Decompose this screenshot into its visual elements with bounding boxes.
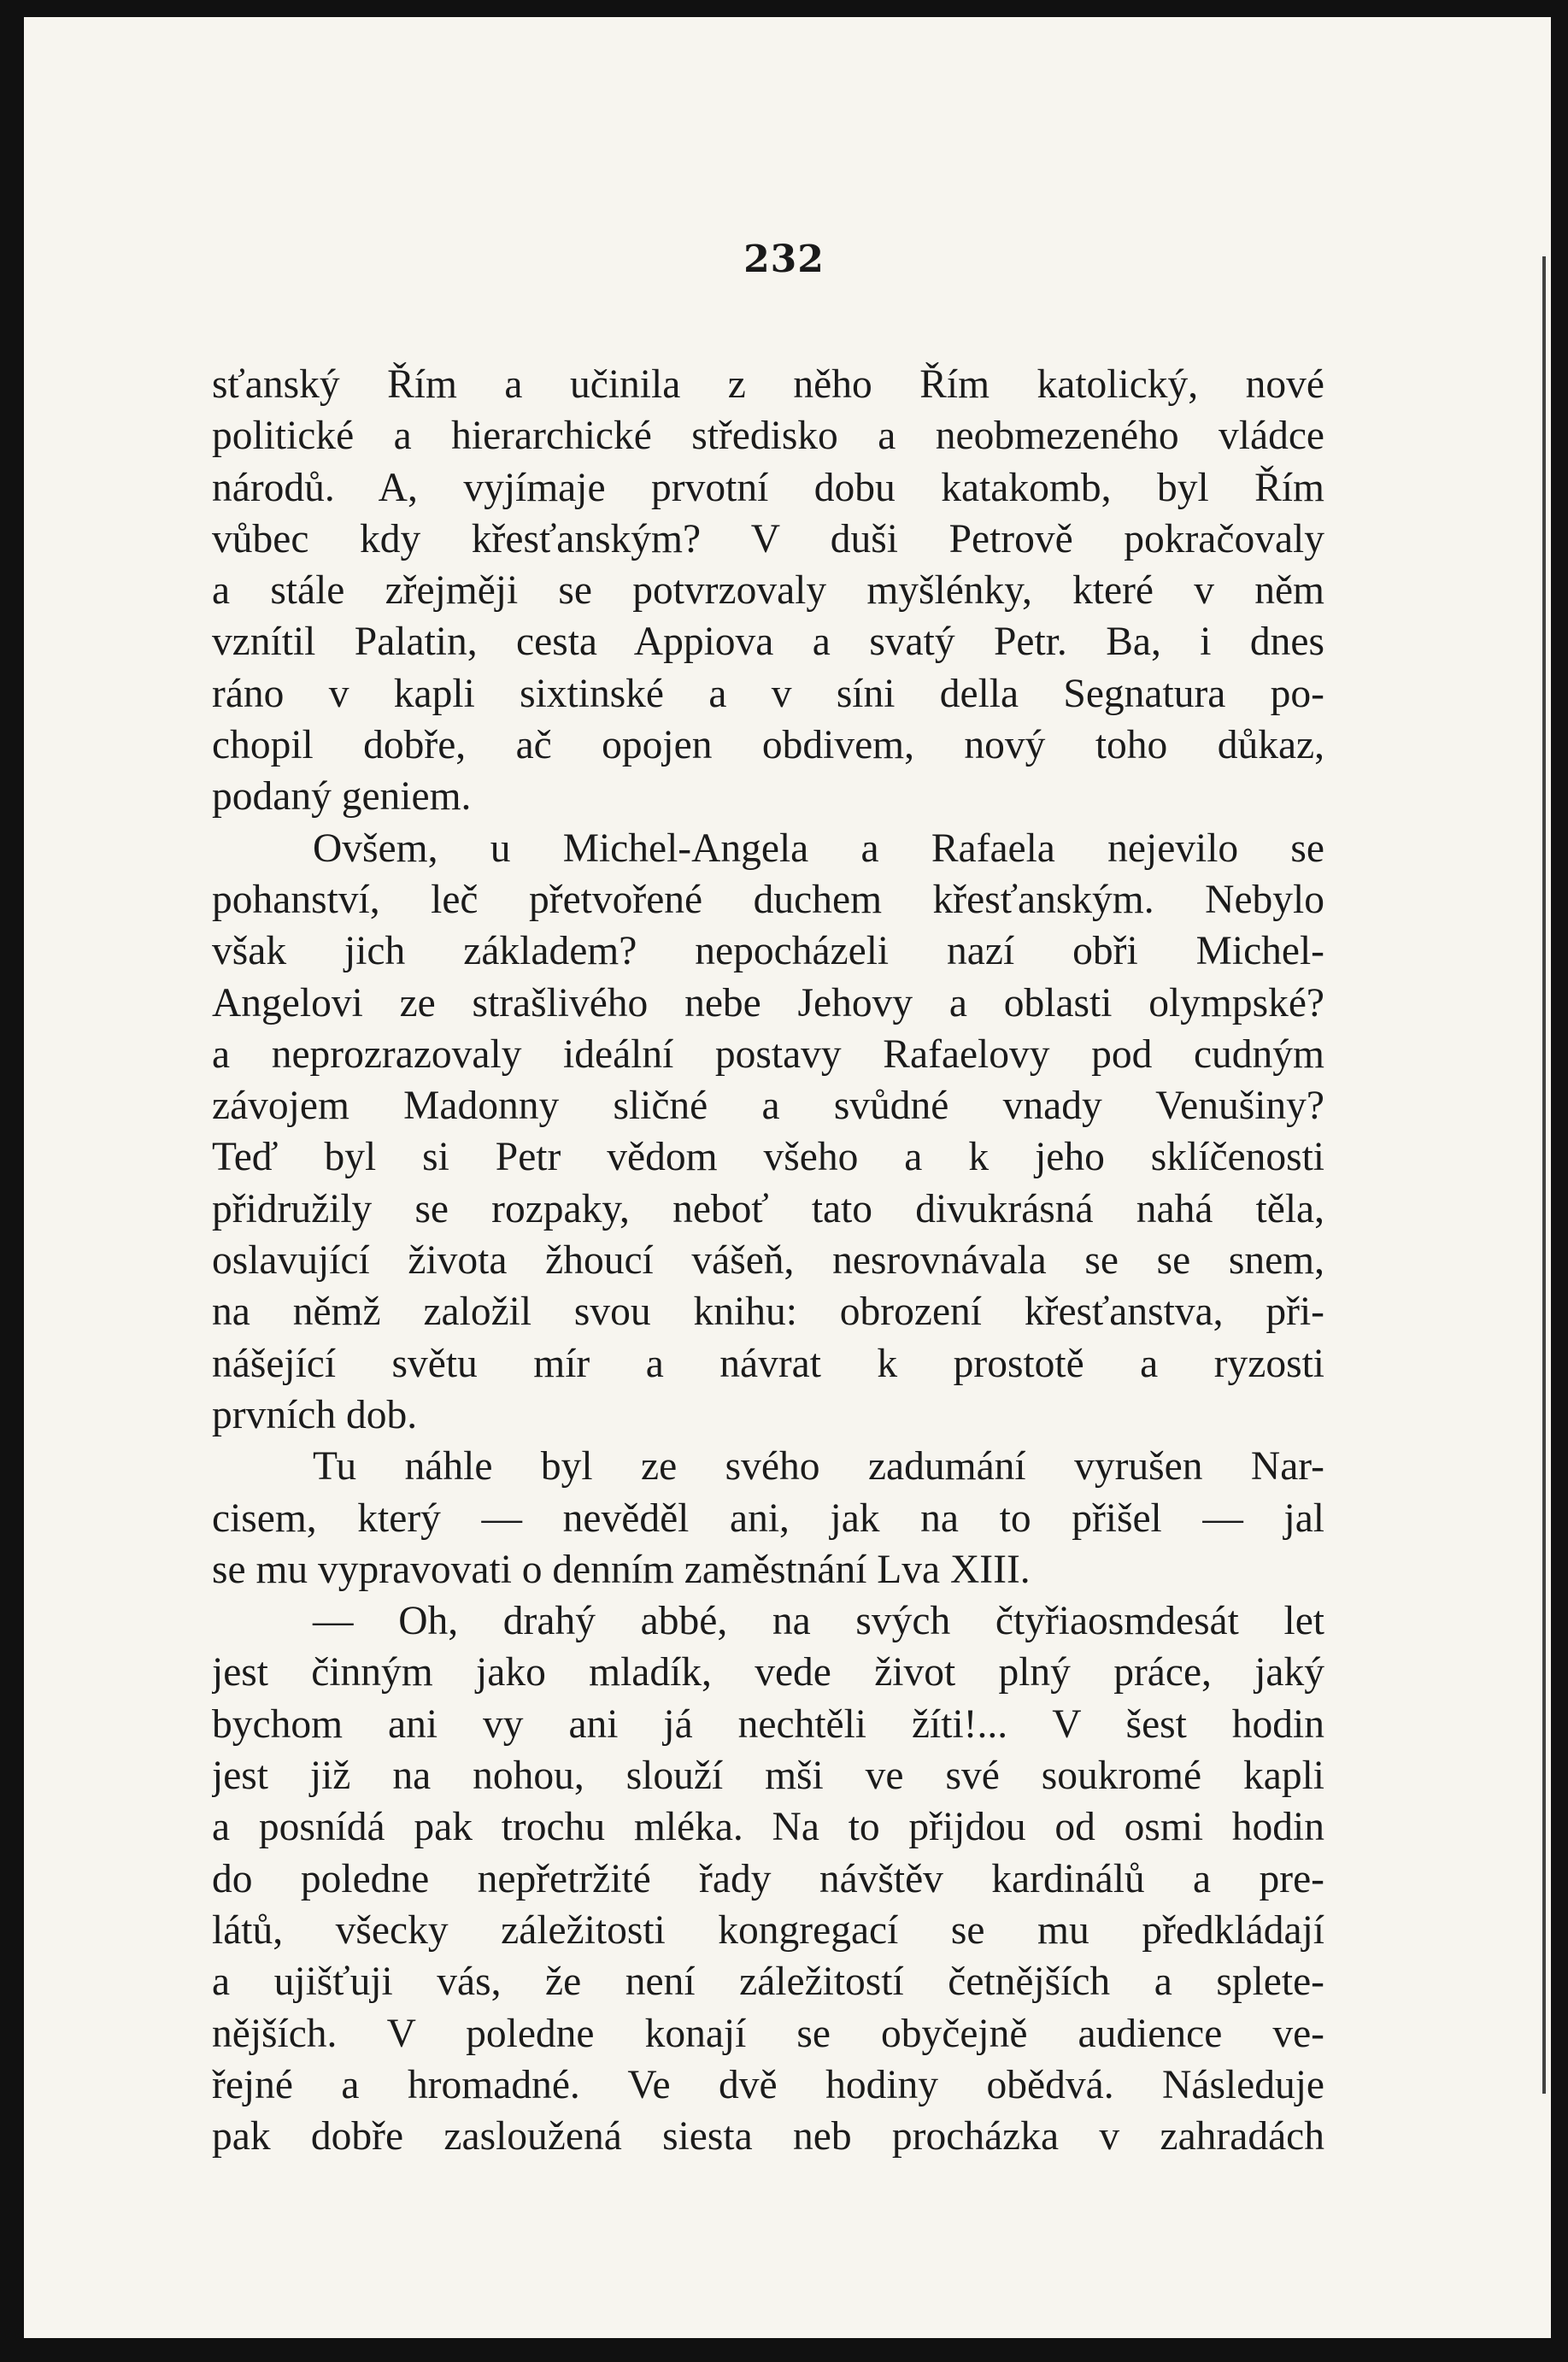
text-line: prvních dob. [212,1392,418,1437]
text-line: národů. A, vyjímaje prvotní dobu katakomb, byl Řím [212,465,1324,510]
text-line: pak dobře zasloužená siesta neb procházka v zahradách [212,2114,1324,2159]
page-number: 232 [743,238,825,281]
paragraph-first-line: Tu náhle byl ze svého zadumání vyrušen Nar- [313,1444,1324,1489]
text-line: vznítil Palatin, cesta Appiova a svatý Petr. Ba, i dnes [212,620,1324,665]
text-line: řejné a hromadné. Ve dvě hodiny obědvá. Následuje [212,2062,1324,2107]
text-line: sťanský Řím a učinila z něho Řím katolický, nové [212,362,1324,407]
text-line: a posnídá pak trochu mléka. Na to přijdou od osmi hodin [212,1805,1324,1850]
page-edge-shadow [1542,256,1546,2094]
text-line: nášející světu mír a návrat k prostotě a ryzosti [212,1341,1324,1386]
paragraph-first-line: — Oh, drahý abbé, na svých čtyřiaosmdesát let [313,1599,1324,1644]
text-line: závojem Madonny sličné a svůdné vnady Venušiny? [212,1084,1324,1129]
text-line: podaný geniem. [212,774,472,820]
text-line: jest již na nohou, slouží mši ve své soukromé kapli [212,1754,1324,1799]
text-line: bychom ani vy ani já nechtěli žíti!... V šest hodin [212,1701,1324,1747]
text-line: vůbec kdy křesťanským? V duši Petrově pokračovaly [212,516,1324,561]
text-line: na němž založil svou knihu: obrození křesťanstva, při- [212,1290,1324,1335]
text-line: však jich základem? nepocházeli nazí obři Michel- [212,929,1324,974]
text-line: přidružily se rozpaky, neboť tato divukrásná nahá těla, [212,1186,1324,1231]
scan-border-left [0,0,24,2362]
text-line: a ujišťuji vás, že není záležitostí četnějších a splete- [212,1960,1324,2005]
text-line: látů, všecky záležitosti kongregací se mu předkládají [212,1907,1324,1953]
text-line: ráno v kapli sixtinské a v síni della Segnatura po- [212,671,1324,716]
paragraph-first-line: Ovšem, u Michel-Angela a Rafaela nejevilo se [313,826,1324,871]
scan-border-right [1551,0,1568,2362]
text-line: do poledne nepřetržité řady návštěv kardinálů a pre- [212,1856,1324,1901]
text-line: oslavující života žhoucí vášeň, nesrovnávala se se snem, [212,1238,1324,1284]
text-line: a neprozrazovaly ideální postavy Rafaelovy pod cudným [212,1031,1324,1077]
scan-border-top [0,0,1568,17]
text-line: chopil dobře, ač opojen obdivem, nový toho důkaz, [212,723,1324,768]
text-line: pohanství, leč přetvořené duchem křesťanským. Nebylo [212,877,1324,922]
text-line: Teď byl si Petr vědom všeho a k jeho sklíčenosti [212,1135,1324,1180]
body-text [212,359,1324,2162]
text-line: nějších. V poledne konají se obyčejně audience ve- [212,2011,1324,2056]
text-line: cisem, který — nevěděl ani, jak na to přišel — jal [212,1495,1324,1541]
text-line: se mu vypravovati o denním zaměstnání Lva XIII. [212,1547,1031,1592]
text-line: politické a hierarchické středisko a neobmezeného vládce [212,414,1324,459]
text-line: jest činným jako mladík, vede život plný práce, jaký [212,1650,1324,1695]
text-line: a stále zřejměji se potvrzovaly myšlénky, které v něm [212,568,1324,614]
text-line: Angelovi ze strašlivého nebe Jehovy a oblasti olympské? [212,980,1324,1025]
scan-border-bottom [0,2338,1568,2362]
